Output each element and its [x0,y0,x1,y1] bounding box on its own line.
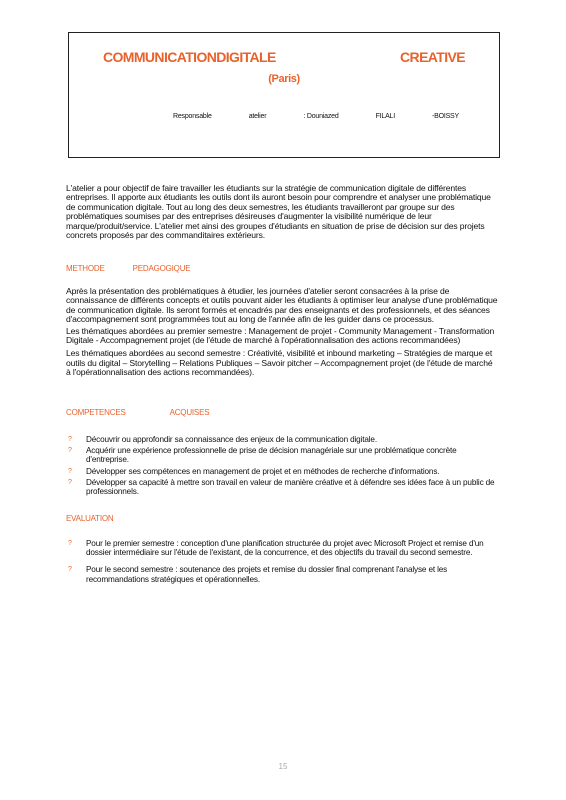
methode-heading [66,264,498,273]
list-item [66,467,498,476]
competences-section [66,408,498,498]
methode-heading-word-1: METHODE [66,264,105,273]
competence-text: Développer ses compétences en management de projet et en méthodes de recherche d'informations. [86,466,440,476]
bullet-icon: ? [68,540,72,547]
responsable-first-name: : Douniazed [303,113,339,120]
competence-text: Développer sa capacité à mettre son travail en valeur de manière créative et à défendre ses idées face à un public de professionnels. [86,477,495,497]
atelier-label: atelier [248,113,267,120]
competences-heading [66,408,498,417]
bullet-icon: ? [68,467,72,475]
list-item [66,539,498,557]
methode-paragraph: Après la présentation des problématiques à étudier, les journées d'atelier seront consacrées à la prise de connaissance de différents concepts et outils pouvant aider les étudiants à optimiser leur analyse d'une problématique de communication digitale. Ils seront formés et encadrés par des enseignants et des professionnels, et des séances d'accompagnement sont programmées tout au long de l'année afin de les guider dans ce processus. [66,286,498,325]
competences-heading-word-1: COMPETENCES [66,408,126,417]
list-item [66,565,498,583]
responsable-name-suffix: -BOISSY [432,113,459,120]
title-box [68,32,500,158]
list-item [66,478,498,496]
semestre-2-themes: Les thématiques abordées au second semestre : Créativité, visibilité et inbound marketing – Stratégies de marque et outils du digital – Storytelling – Relations Publiques – Savoir pitcher – Accompagnement projet (de l'étude de marché à l'opérationnalisation des actions recommandées). [66,348,493,378]
methode-heading-word-2: PEDAGOGIQUE [132,264,191,273]
list-item [66,435,498,444]
title-right: CREATIVE [400,49,465,65]
title-left: COMMUNICATIONDIGITALE [103,49,276,65]
list-item [66,446,498,464]
bullet-icon: ? [68,436,72,443]
document-subtitle: (Paris) [268,73,300,85]
evaluation-text: Pour le premier semestre : conception d'une planification structurée du projet avec Microsoft Project et remise d'un dossier intermédiaire sur l'étude de l'existant, de la concurrence, et des objectifs du travail du second semestre. [86,539,484,558]
evaluation-list [66,539,498,584]
competence-text: Découvrir ou approfondir sa connaissance des enjeux de la communication digitale. [86,435,377,444]
document-title [103,49,465,65]
bullet-icon: ? [68,566,72,574]
evaluation-text: Pour le second semestre : soutenance des projets et remise du dossier final comprenant l'analyse et les recommandations stratégiques et opérationnelles. [86,565,448,584]
responsable-line [173,113,459,120]
bullet-icon: ? [68,478,72,486]
competences-list [66,435,498,496]
responsable-label: Responsable [173,113,212,120]
responsable-last-name: FILALI [375,113,395,120]
semestre-1-themes: Les thématiques abordées au premier semestre : Management de projet - Community Management - Transformation Digitale - Accompagnement projet (de l'étude de marché à l'opérationnalisation des actions recommandées) [66,325,495,346]
page-number: 15 [278,762,288,771]
evaluation-heading: EVALUATION [66,514,114,523]
methode-section [66,264,498,378]
evaluation-section [66,514,498,586]
competence-text: Acquérir une expérience professionnelle de prise de décision managériale sur une problématique concrète d'entreprise. [86,446,457,465]
intro-section [66,184,498,240]
competences-heading-word-2: ACQUISES [169,408,210,417]
bullet-icon: ? [68,447,72,455]
intro-paragraph: L'atelier a pour objectif de faire travailler les étudiants sur la stratégie de communication digitale de différentes entreprises. Il apporte aux étudiants les outils dont ils auront besoin pour comprendre et analyser une problématique de communication digitale. Tout au long des deux semestres, les étudiants travailleront par groupe sur des problématiques soumises par des entreprises désireuses d'augmenter la visibilité numérique de leur marque/produit/service. L'atelier met ainsi des groupes d'étudiants en situation de prise de décision sur des projets concrets proposés par des commanditaires extérieurs. [66,183,491,241]
